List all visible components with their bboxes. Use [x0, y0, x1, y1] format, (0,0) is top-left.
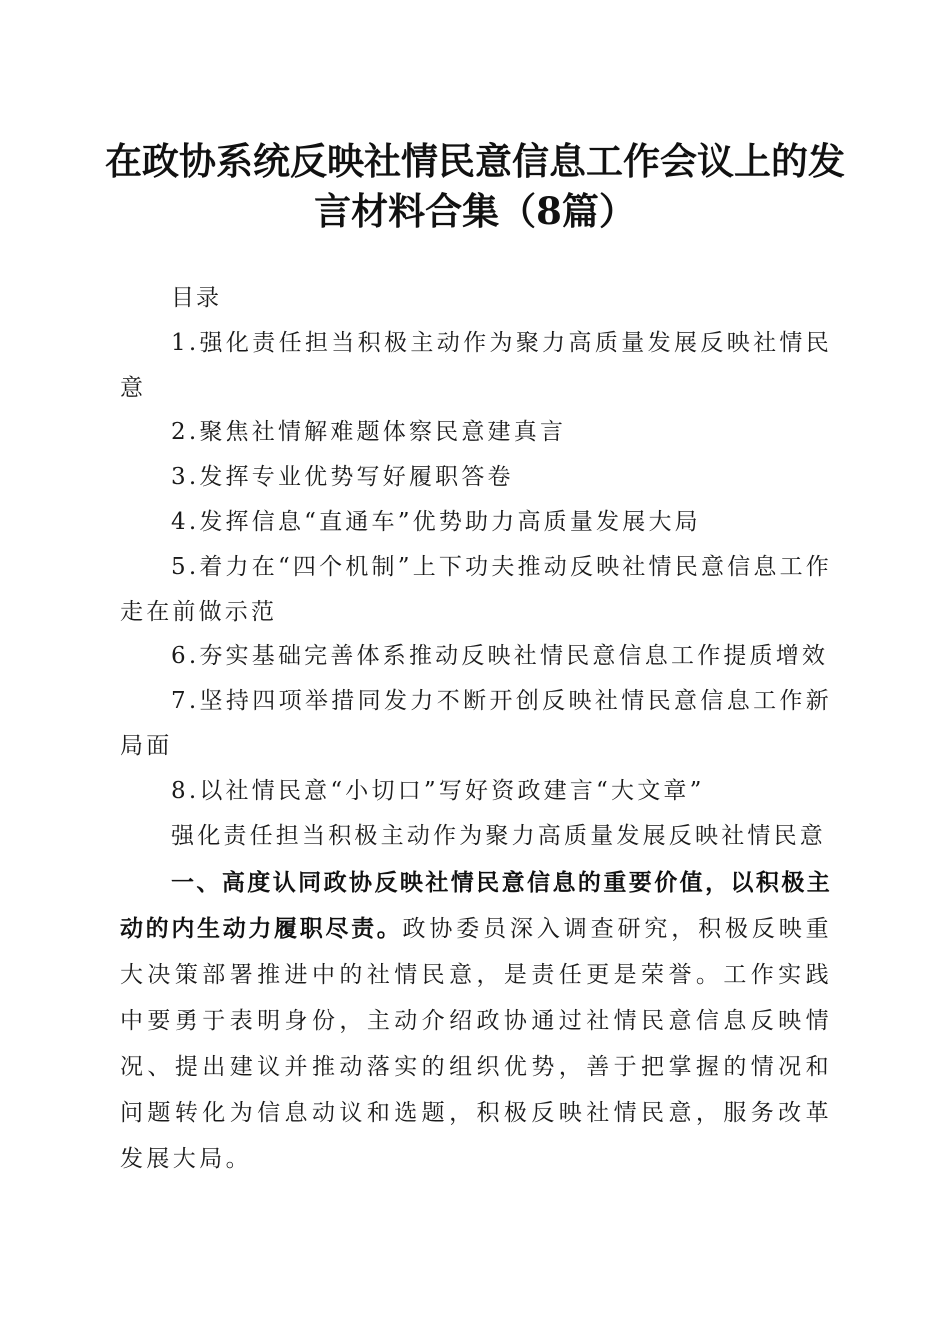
toc-item: 4.发挥信息“直通车”优势助力高质量发展大局 [171, 508, 701, 535]
document-body [120, 276, 832, 1182]
section-1-paragraph [120, 860, 832, 1182]
toc-item: 6.夯实基础完善体系推动反映社情民意信息工作提质增效 [171, 643, 829, 670]
article-title: 强化责任担当积极主动作为聚力高质量发展反映社情民意 [171, 822, 826, 849]
toc-item: 1.强化责任担当积极主动作为聚力高质量发展反映社情民意 [120, 329, 832, 401]
document-title [100, 136, 850, 236]
title-line-2: 言材料合集（8篇） [314, 189, 636, 233]
toc-item: 8.以社情民意“小切口”写好资政建言“大文章” [171, 777, 705, 804]
toc-heading: 目录 [171, 285, 221, 311]
toc-item: 5.着力在“四个机制”上下功夫推动反映社情民意信息工作走在前做示范 [120, 553, 832, 625]
toc-item: 3.发挥专业优势写好履职答卷 [171, 464, 514, 491]
title-line-1: 在政协系统反映社情民意信息工作会议上的发 [105, 139, 845, 183]
toc-item: 2.聚焦社情解难题体察民意建真言 [171, 419, 567, 446]
section-1-body: 政协委员深入调查研究，积极反映重大决策部署推进中的社情民意，是责任更是荣誉。工作实践中要勇于表明身份，主动介绍政协通过社情民意信息反映情况、提出建议并推动落实的组织优势，善于把掌握的情况和问题转化为信息动议和选题，积极反映社情民意，服务改革发展大局。 [120, 916, 833, 1173]
section-1-heading: 一、高度认同政协反映社情民意信息的重要价值，以积极主动的内生动力履职尽责。 [120, 869, 832, 943]
toc-item: 7.坚持四项举措同发力不断开创反映社情民意信息工作新局面 [120, 688, 832, 759]
